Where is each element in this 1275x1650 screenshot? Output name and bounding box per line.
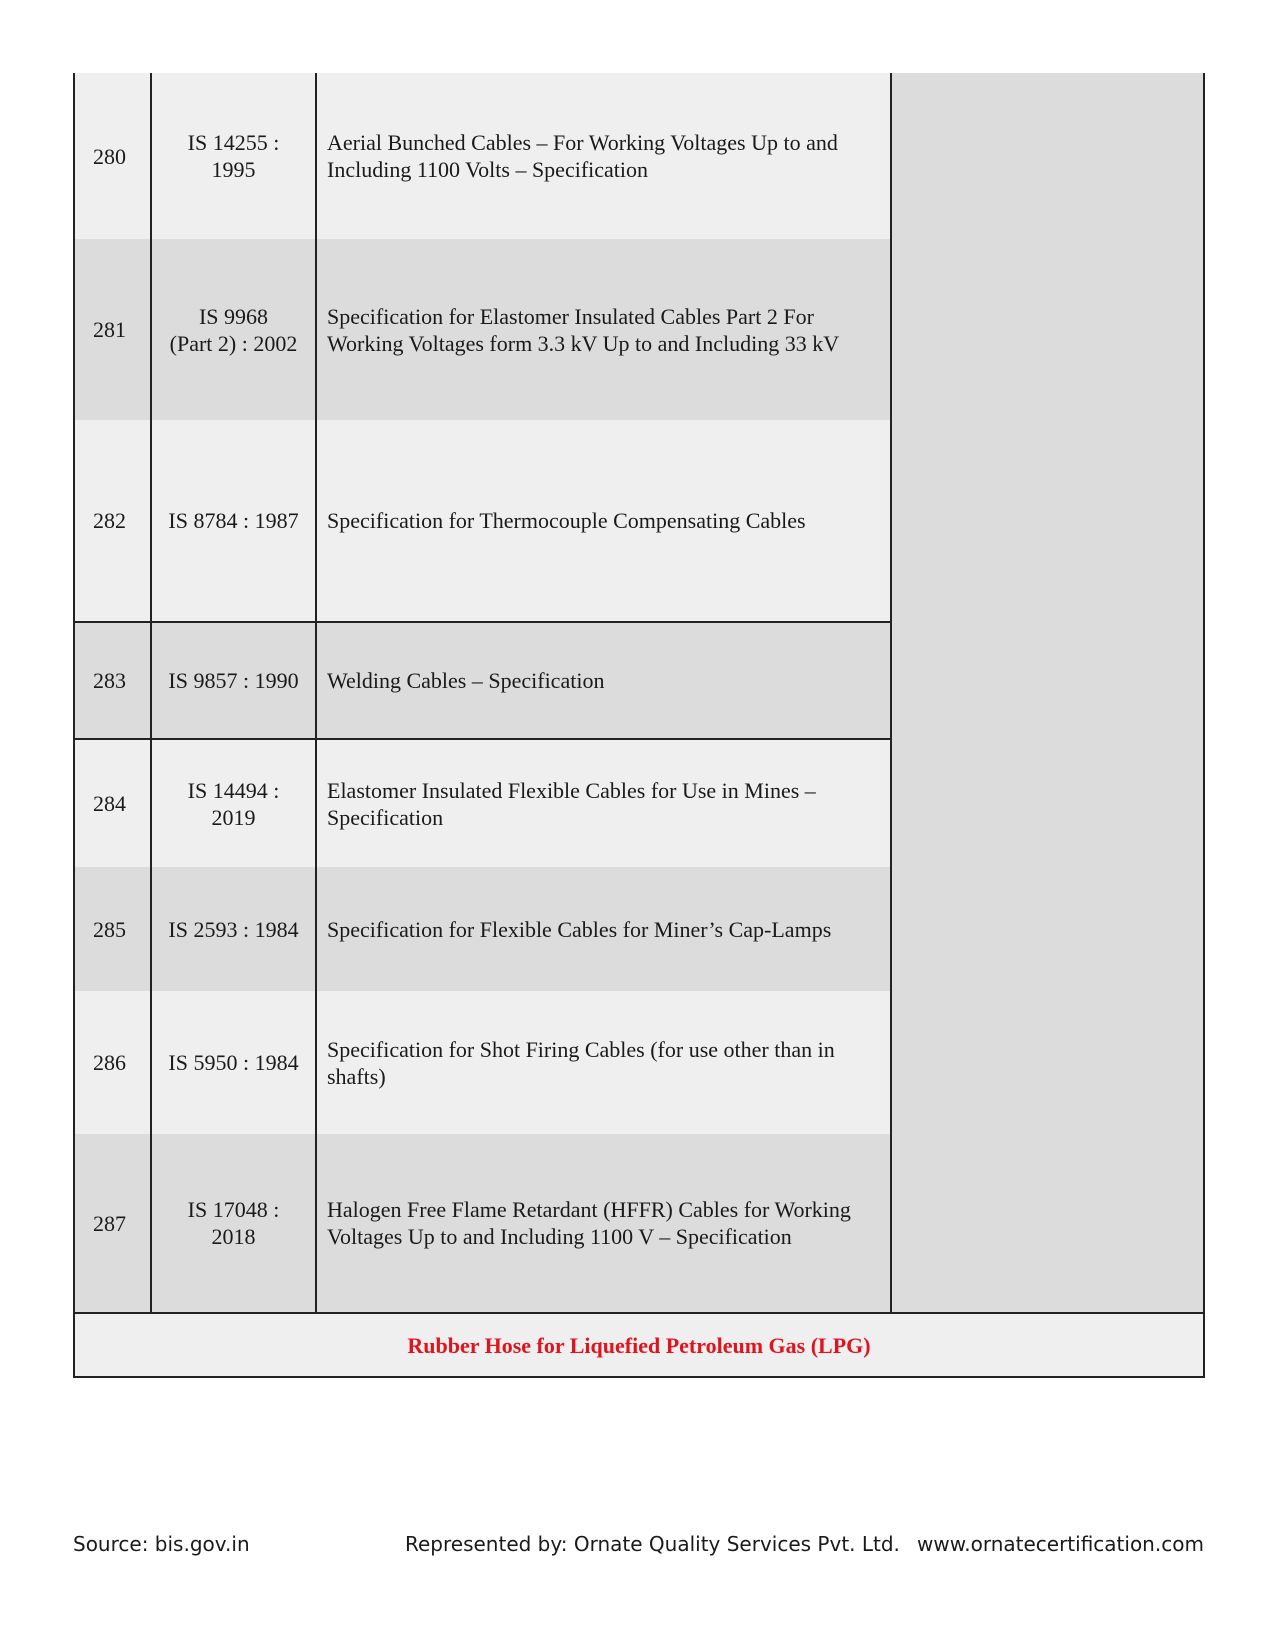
serial-number: 285 xyxy=(74,867,151,991)
standard-title: Specification for Flexible Cables for Miner’s Cap-Lamps xyxy=(316,867,891,991)
section-heading: Rubber Hose for Liquefied Petroleum Gas (LPG) xyxy=(74,1313,1204,1377)
standard-title: Specification for Elastomer Insulated Cables Part 2 For Working Voltages form 3.3 kV Up to and Including 33 kV xyxy=(316,239,891,420)
is-number: IS 2593 : 1984 xyxy=(151,867,316,991)
standards-table-wrapper xyxy=(73,73,1203,1378)
footer-source: Source: bis.gov.in xyxy=(73,1532,250,1556)
standard-title: Elastomer Insulated Flexible Cables for Use in Mines – Specification xyxy=(316,739,891,867)
table-row xyxy=(74,622,1204,739)
is-number: IS 14494 : 2019 xyxy=(151,739,316,867)
standard-title: Welding Cables – Specification xyxy=(316,622,891,739)
serial-number: 286 xyxy=(74,991,151,1134)
serial-number: 283 xyxy=(74,622,151,739)
serial-number: 287 xyxy=(74,1134,151,1313)
is-number: IS 17048 : 2018 xyxy=(151,1134,316,1313)
standard-title: Specification for Shot Firing Cables (for use other than in shafts) xyxy=(316,991,891,1134)
is-number: IS 14255 : 1995 xyxy=(151,73,316,239)
section-heading-row xyxy=(74,1313,1204,1377)
standard-title: Aerial Bunched Cables – For Working Voltages Up to and Including 1100 Volts – Specification xyxy=(316,73,891,239)
standard-title: Halogen Free Flame Retardant (HFFR) Cables for Working Voltages Up to and Including 1100 V – Specification xyxy=(316,1134,891,1313)
footer-website: www.ornatecertification.com xyxy=(917,1532,1204,1556)
is-number: IS 8784 : 1987 xyxy=(151,420,316,622)
is-number: IS 5950 : 1984 xyxy=(151,991,316,1134)
serial-number: 280 xyxy=(74,73,151,239)
blank-column-cell xyxy=(891,73,1204,622)
table-row xyxy=(74,739,1204,867)
standard-title: Specification for Thermocouple Compensating Cables xyxy=(316,420,891,622)
blank-column-cell xyxy=(891,622,1204,739)
blank-column-cell xyxy=(891,739,1204,1313)
table-row xyxy=(74,73,1204,239)
is-number: IS 9857 : 1990 xyxy=(151,622,316,739)
serial-number: 281 xyxy=(74,239,151,420)
is-number: IS 9968 (Part 2) : 2002 xyxy=(151,239,316,420)
serial-number: 284 xyxy=(74,739,151,867)
serial-number: 282 xyxy=(74,420,151,622)
footer-represented-by: Represented by: Ornate Quality Services Pvt. Ltd. xyxy=(405,1532,900,1556)
standards-table xyxy=(73,73,1205,1378)
